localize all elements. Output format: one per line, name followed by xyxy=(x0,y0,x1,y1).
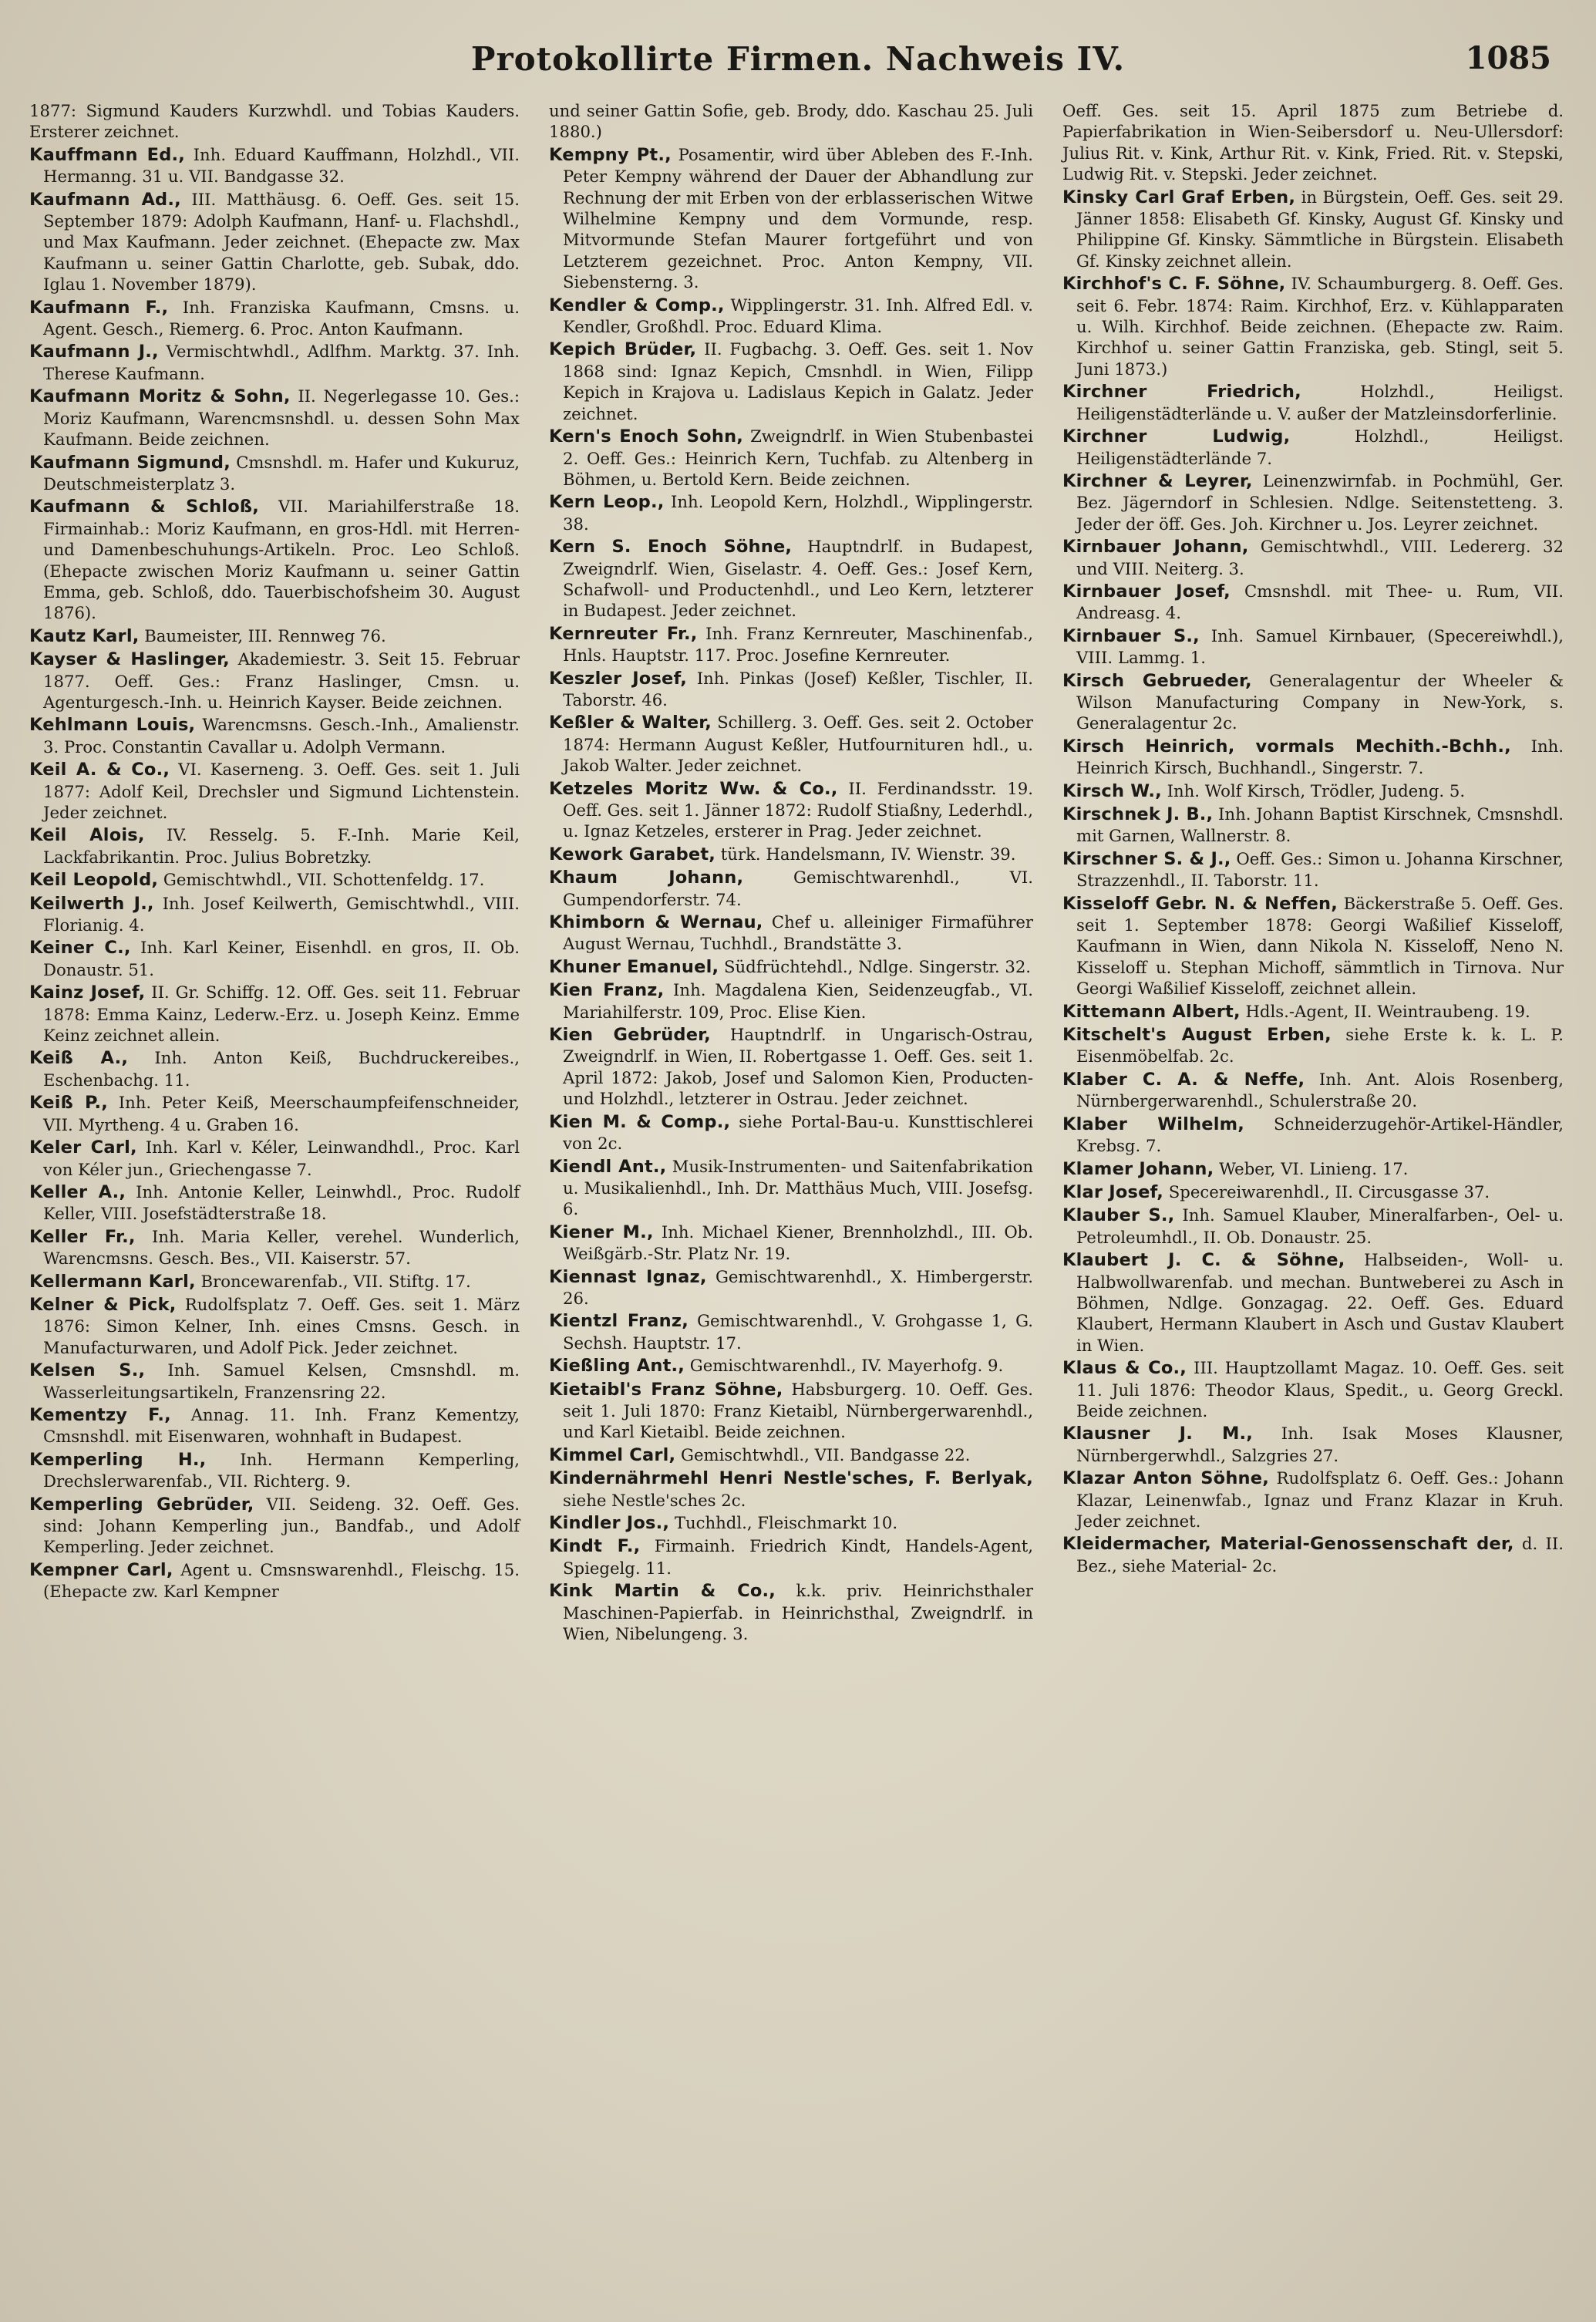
page-title: Protokollirte Firmen. Nachweis IV. xyxy=(470,40,1126,78)
firm-details: Leinenzwirnfab. in Pochmühl, Ger. Bez. Jägerndorf in Schlesien. Ndlge. Seitenstetteng. 3. Jeder der öff. Ges. Joh. Kirchner u. Jos. Leyrer zeichnet. xyxy=(1076,470,1564,534)
firm-details: Zweigndrlf. in Wien Stubenbastei 2. Oeff. Ges.: Heinrich Kern, Tuchfab. zu Altenberg in Böhmen, u. Bertold Kern. Beide zeichnen. xyxy=(563,426,1033,489)
firm-entry xyxy=(1062,1249,1564,1356)
firm-details: II. Negerlegasse 10. Ges.: Moriz Kaufmann, Warencmsnshdl. u. dessen Sohn Max Kaufmann. Beide zeichnen. xyxy=(43,386,520,450)
firm-name: Kirnbauer Josef, xyxy=(1062,581,1231,602)
firm-entry xyxy=(29,824,520,868)
firm-entry xyxy=(549,144,1033,293)
firm-entry xyxy=(1062,625,1564,669)
firm-name: Kemperling Gebrüder, xyxy=(29,1494,254,1515)
firm-entry xyxy=(549,536,1033,622)
firm-entry xyxy=(549,1355,1033,1377)
firm-details: Vermischtwhdl., Adlfhm. Marktg. 37. Inh. Therese Kaufmann. xyxy=(43,342,520,383)
firm-details: 1877: Sigmund Kauders Kurzwhdl. und Tobias Kauders. Ersterer zeichnet. xyxy=(29,101,520,142)
firm-details: siehe Portal-Bau-u. Kunsttischlerei von 2c. xyxy=(563,1111,1033,1154)
firm-name: Kern S. Enoch Söhne, xyxy=(549,537,793,558)
firm-entry xyxy=(549,668,1033,711)
firm-entry xyxy=(29,1449,520,1492)
firm-entry xyxy=(549,426,1033,490)
firm-name: Kießling Ant., xyxy=(549,1356,685,1377)
firm-details: Gemischtwarenhdl., V. Grohgasse 1, G. Sechsh. Hauptstr. 17. xyxy=(563,1311,1034,1353)
firm-details: Inh. Ant. Alois Rosenberg, Nürnbergerwarenhdl., Schulerstraße 20. xyxy=(1076,1069,1564,1111)
firm-name: Kaufmann Ad., xyxy=(29,189,181,210)
firm-details: Inh. Samuel Klauber, Mineralfarben-, Oel- u. Petroleumhdl., II. Ob. Donaustr. 25. xyxy=(1076,1205,1564,1247)
firm-name: Kirsch Gebrueder, xyxy=(1062,670,1252,691)
firm-entry xyxy=(1062,780,1564,802)
firm-details: VII. Seideng. 32. Oeff. Ges. sind: Johann Kemperling jun., Bandfab., und Adolf Kemperling. Jeder zeichnet. xyxy=(43,1494,520,1557)
firm-details: Gemischtwarenhdl., VI. Gumpendorferstr. 74. xyxy=(563,868,1033,909)
firm-name: Klaber Wilhelm, xyxy=(1062,1114,1245,1134)
firm-details: Gemischtwarenhdl., IV. Mayerhofg. 9. xyxy=(685,1356,1004,1376)
firm-details: Gemischtwhdl., VII. Bandgasse 22. xyxy=(675,1444,971,1464)
firm-name: Kework Garabet, xyxy=(549,844,716,864)
firm-entry xyxy=(549,778,1033,842)
firm-entry xyxy=(29,982,520,1046)
firm-entry xyxy=(1062,1001,1564,1023)
firm-name: Keiß A., xyxy=(29,1048,129,1069)
firm-details: Inh. Johann Baptist Kirschnek, Cmsnshdl. mit Garnen, Wallnerstr. 8. xyxy=(1076,804,1564,846)
firm-details: III. Matthäusg. 6. Oeff. Ges. seit 15. September 1879: Adolph Kaufmann, Hanf- u. Flachshdl., und Max Kaufmann. Jeder zeichnet. (Ehepacte zw. Max Kaufmann u. seiner Gattin Charlotte, geb. Subak, ddo. Iglau 1. November 1879). xyxy=(43,189,520,295)
firm-name: Kauffmann Ed., xyxy=(29,144,186,165)
firm-entry xyxy=(549,956,1033,978)
firm-details: II. Gr. Schiffg. 12. Off. Ges. seit 11. Februar 1878: Emma Kainz, Lederw.-Erz. u. Joseph Keinz. Emme Keinz zeichnet allein. xyxy=(43,982,520,1046)
firm-name: Kirchhof's C. F. Söhne, xyxy=(1062,274,1286,295)
firm-entry xyxy=(1062,848,1564,891)
firm-details: VI. Kaserneng. 3. Oeff. Ges. seit 1. Juli 1877: Adolf Keil, Drechsler und Sigmund Lichtenstein. Jeder zeichnet. xyxy=(43,760,520,822)
firm-details: Inh. Karl v. Kéler, Leinwandhdl., Proc. Karl von Kéler jun., Griechengasse 7. xyxy=(43,1137,520,1179)
firm-entry xyxy=(1062,381,1564,424)
firm-entry xyxy=(1062,1069,1564,1112)
firm-name: Kautz Karl, xyxy=(29,625,140,646)
firm-details: II. Fugbachg. 3. Oeff. Ges. seit 1. Nov 1868 sind: Ignaz Kepich, Cmsnhdl. in Wien, Filipp Kepich in Krajova u. Ladislaus Kepich in Galatz. Jeder zeichnet. xyxy=(563,339,1033,423)
firm-name: Kernreuter Fr., xyxy=(549,623,698,644)
firm-details: in Bürgstein, Oeff. Ges. seit 29. Jänner 1858: Elisabeth Gf. Kinsky, August Gf. Kinsky und Philippine Gf. Kinsky. Sämmtliche in Bürgstein. Elisabeth Gf. Kinsky zeichnet allein. xyxy=(1076,187,1564,271)
firm-details: Chef u. alleiniger Firmaführer August Wernau, Tuchhdl., Brandstätte 3. xyxy=(563,912,1033,954)
firm-name: Kainz Josef, xyxy=(29,982,146,1003)
firm-name: Kittemann Albert, xyxy=(1062,1001,1241,1022)
firm-details: IV. Resselg. 5. F.-Inh. Marie Keil, Lackfabrikantin. Proc. Julius Bobretzky. xyxy=(43,825,520,867)
firm-entry xyxy=(29,1271,520,1292)
firm-entry xyxy=(29,625,520,647)
firm-name: Klaubert J. C. & Söhne, xyxy=(1062,1250,1345,1271)
firm-name: Klaus & Co., xyxy=(1062,1358,1187,1379)
firm-details: Akademiestr. 3. Seit 15. Februar 1877. Oeff. Ges.: Franz Haslinger, Cmsn. u. Agenturgesch.-Inh. u. Heinrich Kayser. Beide zeichnen. xyxy=(43,649,520,712)
page-header xyxy=(0,40,1596,86)
firm-entry xyxy=(29,1294,520,1358)
firm-entry xyxy=(549,339,1033,424)
firm-entry xyxy=(1062,670,1564,734)
firm-entry xyxy=(29,1494,520,1558)
firm-details: Oeff. Ges.: Simon u. Johanna Kirschner, Strazzenhdl., II. Taborstr. 11. xyxy=(1076,848,1564,891)
firm-name: Kemperling H., xyxy=(29,1449,207,1470)
firm-details: Wipplingerstr. 31. Inh. Alfred Edl. v. Kendler, Großhdl. Proc. Eduard Klima. xyxy=(563,295,1033,337)
firm-details: Holzhdl., Heiligst. Heiligenstädterlände u. V. außer der Matzleinsdorferlinie. xyxy=(1076,382,1564,423)
firm-entry xyxy=(1062,470,1564,534)
firm-entry xyxy=(1062,1533,1564,1576)
firm-details: Annag. 11. Inh. Franz Kementzy, Cmsnshdl. mit Eisenwaren, wohnhaft in Budapest. xyxy=(43,1404,520,1447)
firm-entry xyxy=(549,295,1033,338)
firm-name: Kern's Enoch Sohn, xyxy=(549,426,744,447)
firm-name: Kirnbauer Johann, xyxy=(1062,537,1249,558)
firm-entry xyxy=(29,893,520,936)
firm-name: Kiendl Ant., xyxy=(549,1156,667,1177)
firm-details: Inh. Hermann Kemperling, Drechslerwarenfab., VII. Richterg. 9. xyxy=(43,1449,520,1491)
firm-details: und seiner Gattin Sofie, geb. Brody, ddo. Kaschau 25. Juli 1880.) xyxy=(549,101,1033,142)
firm-name: Kirschner S. & J., xyxy=(1062,848,1231,869)
firm-entry xyxy=(549,1468,1033,1511)
firm-name: Khuner Emanuel, xyxy=(549,956,719,977)
firm-entry xyxy=(1062,1468,1564,1532)
firm-entry xyxy=(1062,273,1564,379)
firm-entry xyxy=(1062,536,1564,579)
firm-entry xyxy=(29,1092,520,1135)
firm-name: Kitschelt's August Erben, xyxy=(1062,1025,1332,1046)
page-number: 1085 xyxy=(1465,40,1551,76)
firm-name: Kern Leop., xyxy=(549,492,665,513)
firm-entry xyxy=(1062,1024,1564,1067)
firm-name: Kelsen S., xyxy=(29,1360,146,1381)
firm-name: Kaufmann J., xyxy=(29,342,159,362)
firm-name: Keiß P., xyxy=(29,1093,109,1114)
firm-name: Keller A., xyxy=(29,1181,126,1202)
firm-name: Kepich Brüder, xyxy=(549,339,697,360)
firm-entry xyxy=(29,1404,520,1447)
firm-details: Inh. Isak Moses Klausner, Nürnbergerwhdl., Salzgries 27. xyxy=(1076,1424,1564,1465)
firm-entry xyxy=(29,759,520,823)
firm-name: Kimmel Carl, xyxy=(549,1444,676,1465)
firm-name: Kehlmann Louis, xyxy=(29,715,196,736)
firm-details: Inh. Magdalena Kien, Seidenzeugfab., VI. Mariahilferstr. 109, Proc. Elise Kien. xyxy=(563,980,1033,1022)
firm-entry xyxy=(549,844,1033,865)
firm-entry xyxy=(29,1559,520,1602)
firm-details: Generalagentur der Wheeler & Wilson Manufacturing Company in New-York, s. Generalagentur 2c. xyxy=(1076,670,1564,733)
firm-entry xyxy=(549,1444,1033,1466)
firm-details: Warencmsns. Gesch.-Inh., Amalienstr. 3. Proc. Constantin Cavallar u. Adolph Vermann. xyxy=(43,715,520,757)
text-column-left xyxy=(29,100,520,1604)
firm-name: Kleidermacher, Material-Genossenschaft der, xyxy=(1062,1534,1514,1555)
firm-name: Kien Franz, xyxy=(549,980,665,1001)
firm-entry xyxy=(1062,1114,1564,1157)
firm-name: Kirnbauer S., xyxy=(1062,625,1200,646)
firm-details: Baumeister, III. Rennweg 76. xyxy=(139,625,386,645)
firm-details: d. II. Bez., siehe Material- 2c. xyxy=(1076,1534,1564,1576)
firm-details: Gemischtwarenhdl., X. Himbergerstr. 26. xyxy=(563,1266,1034,1308)
firm-details: Inh. Josef Keilwerth, Gemischtwhdl., VIII. Florianig. 4. xyxy=(43,893,520,935)
firm-details: Posamentir, wird über Ableben des F.-Inh. Peter Kempny während der Dauer der Abhandlung zur Rechnung der mit Erben von der erblasserischen Witwe Wilhelmine Kempny und dem Vormunde, resp. Mitvormunde Stefan Maurer fortgeführt und von Letzterem gezeichnet. Proc. Anton Kempny, VII. Siebensterng. 3. xyxy=(563,144,1033,292)
firm-name: Keilwerth J., xyxy=(29,893,154,914)
firm-entry xyxy=(29,386,520,450)
firm-details: Inh. Michael Kiener, Brennholzhdl., III. Ob. Weißgärb.-Str. Platz Nr. 19. xyxy=(563,1222,1033,1264)
firm-entry xyxy=(549,712,1033,776)
firm-name: Khimborn & Wernau, xyxy=(549,912,763,933)
firm-name: Kientzl Franz, xyxy=(549,1311,689,1332)
firm-details: Inh. Anton Keiß, Buchdruckereibes., Eschenbachg. 11. xyxy=(43,1048,520,1090)
firm-entry xyxy=(29,869,520,891)
firm-details: Inh. Wolf Kirsch, Trödler, Judeng. 5. xyxy=(1161,780,1466,800)
firm-details: Holzhdl., Heiligst. Heiligenstädterlände 7. xyxy=(1076,426,1564,468)
firm-entry xyxy=(29,144,520,187)
firm-name: Keiner C., xyxy=(29,938,131,959)
firm-details: Cmsnshdl. m. Hafer und Kukuruz, Deutschmeisterplatz 3. xyxy=(43,452,520,494)
firm-name: Kirchner Ludwig, xyxy=(1062,426,1291,447)
firm-name: Kien Gebrüder, xyxy=(549,1025,711,1046)
firm-name: Kirchner & Leyrer, xyxy=(1062,470,1253,491)
firm-details: siehe Nestle'sches 2c. xyxy=(563,1490,746,1510)
firm-details: Südfrüchtehdl., Ndlge. Singerstr. 32. xyxy=(719,956,1032,976)
firm-name: Kiener M., xyxy=(549,1222,654,1242)
firm-details: Halbseiden-, Woll- u. Halbwollwarenfab. und mechan. Buntweberei zu Asch in Böhmen, Ndlge. Gonzagag. 22. Oeff. Ges. Eduard Klaubert, Hermann Klaubert in Asch und Gustav Klaubert in Wien. xyxy=(1076,1250,1564,1355)
firm-entry xyxy=(1062,581,1564,624)
firm-entry xyxy=(29,714,520,757)
firm-entry xyxy=(549,1024,1033,1110)
firm-details: Hdls.-Agent, II. Weintraubeng. 19. xyxy=(1240,1001,1530,1021)
firm-name: Klauber S., xyxy=(1062,1205,1175,1226)
firm-details: Cmsnshdl. mit Thee- u. Rum, VII. Andreasg. 4. xyxy=(1076,581,1564,623)
firm-name: Kindler Jos., xyxy=(549,1513,670,1533)
firm-entry xyxy=(29,1181,520,1225)
firm-details: Weber, VI. Linieng. 17. xyxy=(1214,1158,1409,1178)
firm-name: Kementzy F., xyxy=(29,1404,171,1425)
firm-details: II. Ferdinandsstr. 19. Oeff. Ges. seit 1. Jänner 1872: Rudolf Stiaßny, Lederhdl., u. Ignaz Ketzeles, ersterer in Prag. Jeder zeichnet. xyxy=(563,778,1033,841)
firm-entry xyxy=(29,496,520,623)
firm-details: Gemischtwhdl., VIII. Ledererg. 32 und VIII. Neiterg. 3. xyxy=(1076,537,1564,578)
firm-details: Hauptndrlf. in Ungarisch-Ostrau, Zweigndrlf. in Wien, II. Robertgasse 1. Oeff. Ges. seit 1. April 1872: Jakob, Josef und Salomon Kien, Producten- und Holzhdl., letzterer in Ostrau. Jeder zeichnet. xyxy=(563,1025,1033,1109)
firm-entry xyxy=(1062,426,1564,469)
firm-name: Keßler & Walter, xyxy=(549,713,712,733)
firm-entry xyxy=(549,1379,1033,1443)
firm-details: VII. Mariahilferstraße 18. Firmainhab.: Moriz Kaufmann, en gros-Hdl. mit Herren- und Damenbeschuhungs-Artikeln. Proc. Leo Schloß. (Ehepacte zwischen Moriz Kaufmann u. seiner Gattin Emma, geb. Schloß, ddo. Tauerbischofsheim 30. August 1876). xyxy=(43,497,520,623)
firm-details: Inh. Maria Keller, verehel. Wunderlich, Warencmsns. Gesch. Bes., VII. Kaiserstr. 57. xyxy=(43,1226,520,1269)
firm-entry xyxy=(29,1047,520,1090)
firm-details: Inh. Karl Keiner, Eisenhdl. en gros, II. Ob. Donaustr. 51. xyxy=(43,938,520,979)
firm-entry xyxy=(29,1360,520,1403)
firm-details: Rudolfsplatz 7. Oeff. Ges. seit 1. März 1876: Simon Kelner, Inh. eines Cmsns. Gesch. in Manufacturwaren, und Adolf Pick. Jeder zeichnet. xyxy=(43,1294,520,1357)
firm-entry xyxy=(549,912,1033,955)
firm-details: Bäckerstraße 5. Oeff. Ges. seit 1. September 1878: Georgi Waßilief Kisseloff, Kaufmann in Wien, dann Nikola N. Kisseloff, Neno N. Kisseloff u. Stephan Michoff, sämmtlich in Tirnova. Nur Georgi Waßilief Kisseloff, zeichnet allein. xyxy=(1076,893,1564,999)
firm-entry xyxy=(29,1137,520,1180)
firm-name: Kirchner Friedrich, xyxy=(1062,382,1301,403)
firm-details: Gemischtwhdl., VII. Schottenfeldg. 17. xyxy=(158,870,485,890)
firm-entry xyxy=(549,867,1033,910)
firm-details: Hauptndrlf. in Budapest, Zweigndrlf. Wien, Giselastr. 4. Oeff. Ges.: Josef Kern, Schafwoll- und Productenhdl., und Leo Kern, letzterer in Budapest. Jeder zeichnet. xyxy=(563,537,1033,621)
firm-details: Broncewarenfab., VII. Stiftg. 17. xyxy=(195,1271,471,1291)
firm-details: k.k. priv. Heinrichsthaler Maschinen-Papierfab. in Heinrichsthal, Zweigndrlf. in Wien, Nibelungeng. 3. xyxy=(563,1581,1033,1644)
firm-details: Inh. Samuel Kirnbauer, (Specereiwhdl.), VIII. Lammg. 1. xyxy=(1076,625,1564,668)
firm-name: Kirsch Heinrich, vormals Mechith.-Bchh., xyxy=(1062,736,1511,757)
firm-entry xyxy=(1062,1158,1564,1180)
firm-entry xyxy=(1062,1205,1564,1248)
firm-entry xyxy=(1062,187,1564,272)
firm-name: Kiennast Ignaz, xyxy=(549,1266,707,1287)
firm-details: siehe Erste k. k. L. P. Eisenmöbelfab. 2c. xyxy=(1076,1025,1564,1067)
firm-name: Klaber C. A. & Neffe, xyxy=(1062,1069,1305,1090)
firm-details: Inh. Antonie Keller, Leinwhdl., Proc. Rudolf Keller, VIII. Josefstädterstraße 18. xyxy=(43,1181,520,1224)
firm-entry xyxy=(1062,893,1564,999)
firm-entry xyxy=(549,1512,1033,1534)
text-column-right xyxy=(1062,100,1564,1578)
firm-name: Kink Martin & Co., xyxy=(549,1581,776,1602)
firm-name: Kaufmann F., xyxy=(29,297,169,318)
firm-entry xyxy=(29,297,520,340)
firm-name: Kietaibl's Franz Söhne, xyxy=(549,1379,783,1400)
firm-entry xyxy=(1062,736,1564,779)
firm-entry xyxy=(549,979,1033,1023)
firm-name: Kelner & Pick, xyxy=(29,1294,177,1315)
firm-entry-continuation xyxy=(549,100,1033,143)
firm-name: Keller Fr., xyxy=(29,1226,136,1247)
firm-details: Oeff. Ges. seit 15. April 1875 zum Betriebe d. Papierfabrikation in Wien-Seibersdorf u. Neu-Ullersdorf: Julius Rit. v. Kink, Arthur Rit. v. Kink, Fried. Rit. v. Stepski, Ludwig Rit. v. Stepski. Jeder zeichnet. xyxy=(1062,101,1564,184)
firm-name: Kaufmann Moritz & Sohn, xyxy=(29,386,291,407)
firm-details: Inh. Pinkas (Josef) Keßler, Tischler, II. Taborstr. 46. xyxy=(563,668,1034,709)
firm-details: Schneiderzugehör-Artikel-Händler, Krebsg. 7. xyxy=(1076,1114,1564,1156)
firm-details: Specereiwarenhdl., II. Circusgasse 37. xyxy=(1163,1181,1490,1201)
firm-name: Kinsky Carl Graf Erben, xyxy=(1062,187,1296,207)
firm-details: Schillerg. 3. Oeff. Ges. seit 2. October 1874: Hermann August Keßler, Hutfournituren hdl., u. Jakob Walter. Jeder zeichnet. xyxy=(563,713,1033,776)
firm-name: Klamer Johann, xyxy=(1062,1158,1214,1179)
firm-name: Kendler & Comp., xyxy=(549,295,725,315)
firm-details: Habsburgerg. 10. Oeff. Ges. seit 1. Juli 1870: Franz Kietaibl, Nürnbergerwarenhdl., und Karl Kietaibl. Beide zeichnen. xyxy=(563,1379,1033,1442)
firm-details: türk. Handelsmann, IV. Wienstr. 39. xyxy=(716,844,1016,864)
firm-name: Ketzeles Moritz Ww. & Co., xyxy=(549,778,838,799)
firm-entry xyxy=(29,649,520,713)
firm-name: Kirsch W., xyxy=(1062,780,1162,801)
firm-details: Inh. Samuel Kelsen, Cmsnshdl. m. Wasserleitungsartikeln, Franzensring 22. xyxy=(43,1360,520,1402)
firm-details: III. Hauptzollamt Magaz. 10. Oeff. Ges. seit 11. Juli 1876: Theodor Klaus, Spedit., u. Georg Greckl. Beide zeichnen. xyxy=(1076,1358,1564,1420)
firm-entry xyxy=(29,341,520,384)
firm-entry xyxy=(549,1111,1033,1154)
firm-entry-continuation xyxy=(29,100,520,143)
firm-entry xyxy=(549,1580,1033,1644)
firm-details: Musik-Instrumenten- und Saitenfabrikation u. Musikalienhdl., Inh. Dr. Matthäus Much, VIII. Josefsg. 6. xyxy=(563,1156,1033,1219)
firm-name: Keil Alois, xyxy=(29,825,145,846)
firm-name: Kellermann Karl, xyxy=(29,1271,196,1292)
firm-name: Keler Carl, xyxy=(29,1137,137,1158)
firm-details: Firmainh. Friedrich Kindt, Handels-Agent, Spiegelg. 11. xyxy=(563,1536,1034,1578)
firm-name: Kirschnek J. B., xyxy=(1062,804,1214,824)
firm-entry xyxy=(29,1226,520,1269)
firm-name: Kayser & Haslinger, xyxy=(29,649,230,670)
firm-name: Kien M. & Comp., xyxy=(549,1111,731,1132)
firm-name: Kaufmann & Schloß, xyxy=(29,497,260,517)
firm-details: Inh. Peter Keiß, Meerschaumpfeifenschneider, VII. Myrtheng. 4 u. Graben 16. xyxy=(43,1093,520,1134)
firm-name: Kisseloff Gebr. N. & Neffen, xyxy=(1062,893,1338,914)
firm-name: Klar Josef, xyxy=(1062,1181,1164,1202)
firm-name: Keil A. & Co., xyxy=(29,760,170,780)
firm-entry xyxy=(549,1156,1033,1220)
firm-entry xyxy=(549,1266,1033,1309)
firm-name: Keil Leopold, xyxy=(29,870,159,891)
firm-details: Inh. Franz Kernreuter, Maschinenfab., Hnls. Hauptstr. 117. Proc. Josefine Kernreuter. xyxy=(563,623,1033,666)
firm-entry xyxy=(1062,1181,1564,1203)
firm-details: Inh. Franziska Kaufmann, Cmsns. u. Agent. Gesch., Riemerg. 6. Proc. Anton Kaufmann. xyxy=(43,297,520,339)
firm-name: Kempner Carl, xyxy=(29,1559,173,1580)
firm-details: Inh. Eduard Kauffmann, Holzhdl., VII. Hermanng. 31 u. VII. Bandgasse 32. xyxy=(43,144,520,187)
firm-name: Klazar Anton Söhne, xyxy=(1062,1468,1269,1489)
firm-entry xyxy=(549,491,1033,534)
firm-details: IV. Schaumburgerg. 8. Oeff. Ges. seit 6. Febr. 1874: Raim. Kirchhof, Erz. v. Kühlapparaten u. Wilh. Kirchhof. Beide zeichnen. (Ehepacte zw. Raim. Kirchhof u. seiner Gattin Franziska, geb. Stingl, seit 5. Juni 1873.) xyxy=(1076,274,1564,379)
firm-name: Kaufmann Sigmund, xyxy=(29,452,231,473)
firm-entry xyxy=(549,623,1033,666)
firm-entry xyxy=(29,937,520,980)
firm-details: Tuchhdl., Fleischmarkt 10. xyxy=(669,1513,898,1532)
firm-name: Khaum Johann, xyxy=(549,868,744,888)
firm-name: Kindt F., xyxy=(549,1536,641,1557)
firm-details: Rudolfsplatz 6. Oeff. Ges.: Johann Klazar, Leinenwfab., Ignaz und Franz Klazar in Kruh. Jeder zeichnet. xyxy=(1076,1468,1564,1531)
firm-name: Klausner J. M., xyxy=(1062,1424,1254,1444)
firm-details: Inh. Heinrich Kirsch, Buchhandl., Singerstr. 7. xyxy=(1076,736,1564,778)
firm-entry xyxy=(29,189,520,295)
firm-entry xyxy=(549,1310,1033,1353)
firm-name: Keszler Josef, xyxy=(549,668,688,689)
firm-entry xyxy=(29,452,520,495)
firm-entry xyxy=(1062,1357,1564,1421)
firm-details: Agent u. Cmsnswarenhdl., Fleischg. 15. (Ehepacte zw. Karl Kempner xyxy=(43,1559,520,1602)
firm-entry xyxy=(1062,1423,1564,1466)
text-column-middle xyxy=(549,100,1033,1646)
firm-entry xyxy=(1062,804,1564,847)
firm-name: Kindernährmehl Henri Nestle'sches, F. Berlyak, xyxy=(549,1468,1033,1489)
firm-details: Inh. Leopold Kern, Holzhdl., Wipplingerstr. 38. xyxy=(563,492,1034,534)
firm-entry-continuation xyxy=(1062,100,1564,185)
firm-name: Kempny Pt., xyxy=(549,144,672,165)
firm-entry xyxy=(549,1222,1033,1265)
firm-entry xyxy=(549,1535,1033,1579)
